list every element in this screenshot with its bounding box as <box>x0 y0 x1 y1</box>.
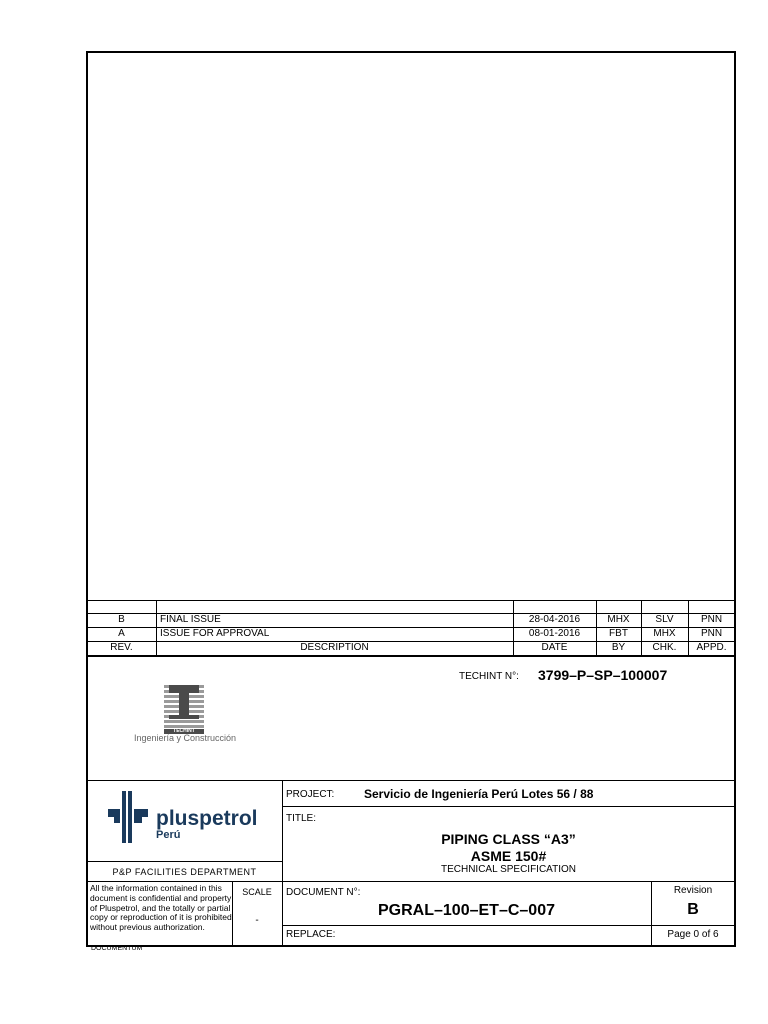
rev-cell: B <box>118 614 125 625</box>
scale-value: - <box>255 915 259 926</box>
chk-cell: MHX <box>653 628 676 639</box>
confidential-note: All the information contained in this document is confidential and property of Pluspetrol, and the totally or partial copy or reproduction of it is prohibited without previous authorization. <box>90 883 232 933</box>
document-label: DOCUMENT N°: <box>286 887 361 898</box>
rev-cell: A <box>118 628 125 639</box>
title-line3: TECHNICAL SPECIFICATION <box>440 864 576 875</box>
revision-value: B <box>687 901 699 918</box>
by-cell: MHX <box>607 614 630 625</box>
date-cell: 28-04-2016 <box>528 614 581 625</box>
by-cell: FBT <box>609 628 628 639</box>
title-label: TITLE: <box>286 813 317 824</box>
pluspetrol-logo-icon <box>106 789 156 845</box>
techint-label: TECHINT N°: <box>459 671 519 682</box>
techint-logo <box>134 683 237 745</box>
replace-label: REPLACE: <box>286 929 336 940</box>
project-value: Servicio de Ingeniería Perú Lotes 56 / 88 <box>364 787 594 801</box>
description-cell: FINAL ISSUE <box>160 614 221 625</box>
department-label: P&P FACILITIES DEPARTMENT <box>112 867 257 877</box>
company-name: pluspetrol <box>156 807 258 830</box>
scale-label: SCALE <box>242 887 272 897</box>
header-appd: APPD. <box>696 642 727 653</box>
revision-label: Revision <box>673 885 713 896</box>
header-chk: CHK. <box>652 642 677 653</box>
header-description: DESCRIPTION <box>300 642 369 653</box>
techint-logo-text: TECHINT <box>173 728 195 734</box>
header-rev: REV. <box>110 642 133 653</box>
company-country: Perú <box>156 829 181 841</box>
page-counter: Page 0 of 6 <box>667 929 719 940</box>
project-label: PROJECT: <box>286 789 335 800</box>
title-line1: PIPING CLASS “A3” <box>441 831 576 847</box>
appd-cell: PNN <box>700 614 723 625</box>
techint-number: 3799–P–SP–100007 <box>538 667 668 683</box>
techint-caption: Ingeniería y Construcción <box>134 733 237 743</box>
appd-cell: PNN <box>700 628 723 639</box>
title-line2: ASME 150# <box>470 848 547 864</box>
date-cell: 08-01-2016 <box>528 628 581 639</box>
header-date: DATE <box>541 642 568 653</box>
pluspetrol-logo <box>106 789 266 849</box>
footer-mark: DOCUMENTUM <box>91 945 143 952</box>
chk-cell: SLV <box>655 614 674 625</box>
description-cell: ISSUE FOR APPROVAL <box>160 628 270 639</box>
document-number: PGRAL–100–ET–C–007 <box>378 902 555 919</box>
header-by: BY <box>611 642 626 653</box>
